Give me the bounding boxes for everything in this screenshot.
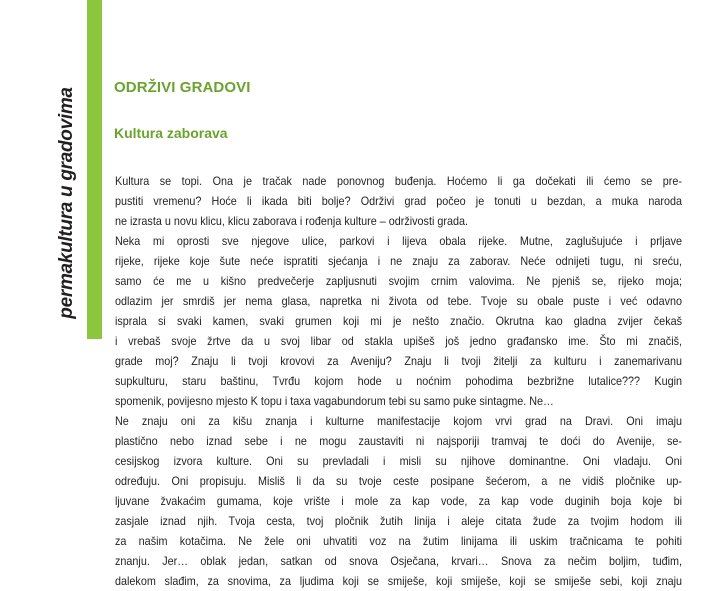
article-subheading: Kultura zaborava	[114, 125, 228, 141]
body-line: Ne znaju oni za kišu znanja i kulturne manifestacije kojom vrvi grad na Dravi. Oni imaju	[115, 414, 682, 428]
body-line: spomenik, povijesno mjesto K topu i taxa vagabundorum tebi su samo puke sintagme. Ne…	[115, 394, 554, 408]
body-line: za našim kotačima. Ne žele oni uhvatiti voz na žutim linijama ili uskim tračnicama te pohiti	[115, 534, 682, 548]
side-title-text: permakultura u gradovima	[56, 87, 77, 319]
body-line: plastično nebo iznad sebe i ne mogu zaustaviti ni najsporiji tramvaj te doći do Avenije, se-	[115, 434, 682, 448]
body-line: odlazim jer smrdiš jer nema glasa, napretka ni života od tebe. Tvoje su obale puste i već odavno	[115, 294, 682, 308]
article-body	[115, 171, 682, 591]
body-line: Neka mi oprosti sve njegove ulice, parkovi i lijeva obala rijeke. Mutne, zaglušujuće i prljave	[115, 234, 682, 248]
body-line: i vrebaš svoje žrtve da u svoj libar od stakla upišeš još jedno građansko ime. Što mi značiš,	[115, 334, 682, 348]
body-line: supkulturu, staru baštinu, Tvrđu kojom hode u noćnim pohodima bezbrižne lutalice??? Kugin	[115, 374, 682, 388]
body-line: ne izrasta u novu klicu, klicu zaborava i rođenja kulture – održivosti grada.	[115, 214, 468, 228]
body-line: cesijskog izvora kulture. Oni su prevladali i misli su njihove dominantne. Oni vladaju. Oni	[115, 454, 682, 468]
body-line: zasjale iznad njih. Tvoja cesta, tvoj pločnik žutih linija i aleje citata žude za tvojim hodom ili	[115, 514, 682, 528]
body-line: grade moj? Znaju li tvoji krovovi za Aveniju? Znaju li tvoji žitelji za kulturu i zanemarivanu	[115, 354, 682, 368]
accent-bar	[87, 0, 102, 339]
body-line: ljuvane žvakaćim gumama, koje vrište i mole za kap vode, za kap vode duginih boja koje bi	[115, 494, 682, 508]
body-line: rijeke, rijeke koje šute neće ispratiti sjećanja i ne znaju za zaborav. Neće odnijeti tugu, ni sreću,	[115, 254, 682, 268]
body-line: pustiti vremenu? Hoće li ikada biti bolje? Održivi grad počeo je tonuti u bezdan, a muka naroda	[115, 194, 682, 208]
body-line: Kultura se topi. Ona je tračak nade ponovnog buđenja. Hoćemo li ga dočekati ili ćemo se pre-	[115, 174, 682, 188]
body-line: znanju. Jer… oblak jedan, satkan od snova Osječana, krvari… Snova za nečim boljim, tuđim,	[115, 554, 682, 568]
body-line: samo će me u kišno predvečerje zapljusnuti svojim crnim valovima. Ne pjeniš se, rijeko moja;	[115, 274, 682, 288]
side-running-title	[52, 68, 82, 338]
body-line: dalekom slađim, za snovima, za ljudima koji se smiješe, koji smiješe, koji se smiješe sebi, koji znaju	[115, 574, 682, 588]
body-line: određuju. Oni propisuju. Misliš li da su tvoje ceste posipane šećerom, a ne vidiš pločnike up-	[115, 474, 682, 488]
section-heading: ODRŽIVI GRADOVI	[114, 79, 251, 96]
body-line: isprala si svaki kamen, svaki grumen koji mi je nešto značio. Okrutna kao gladna zvijer čekaš	[115, 314, 682, 328]
